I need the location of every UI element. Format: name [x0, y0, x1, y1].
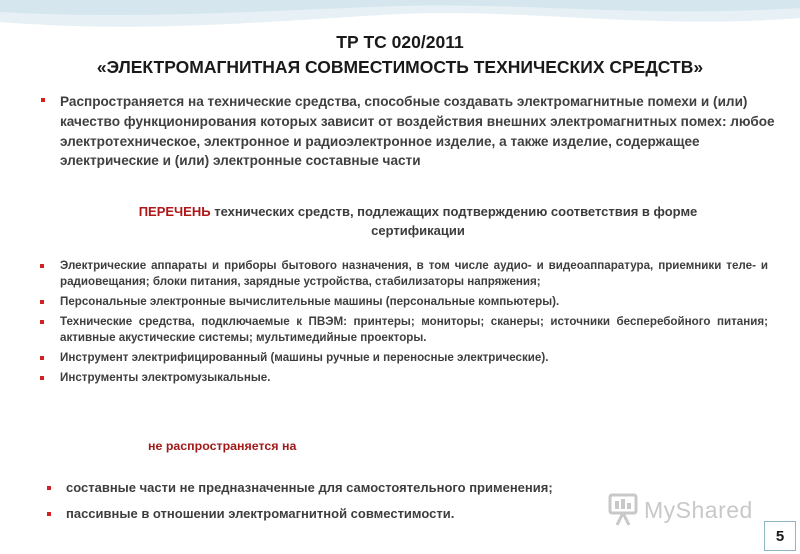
list-item: [40, 350, 768, 366]
list-item-text: Электрические аппараты и приборы бытового назначения, в том числе аудио- и видеоаппаратура, приемники теле- и радиовещания; блоки питания, зарядные устройства, стабилизаторы напряжения;: [60, 259, 768, 288]
list-item: [40, 370, 768, 386]
title-line-2: «ЭЛЕКТРОМАГНИТНАЯ СОВМЕСТИМОСТЬ ТЕХНИЧЕСКИХ СРЕДСТВ»: [96, 57, 704, 77]
title-line-1: ТР ТС 020/2011: [336, 32, 464, 52]
certification-list-heading: [98, 202, 738, 240]
watermark-text: MyShared: [644, 496, 753, 523]
page-number: 5: [764, 521, 796, 551]
list-item-text: Инструмент электрифицированный (машины ручные и переносные электрические).: [60, 351, 549, 364]
exclusions-heading: не распространяется на: [148, 439, 297, 453]
exclusion-item-text: пассивные в отношении электромагнитной совместимости.: [66, 506, 455, 521]
scope-text: Распространяется на технические средства, способные создавать электромагнитные помехи и (или) качество функционирования которых зависит от воздействия внешних электромагнитных помех: любое электротехническое, электронное и радиоэлектронное изделие, а также изделие, содержащее электрические и (или) электронные составные части: [60, 94, 775, 169]
bullet-icon: [40, 264, 44, 268]
bullet-icon: [47, 486, 51, 490]
list-item: [40, 258, 768, 290]
scope-bullet-icon: [41, 98, 45, 102]
exclusion-item: [47, 506, 454, 521]
bullet-icon: [47, 512, 51, 516]
list-item: [40, 294, 768, 310]
list-item-text: Технические средства, подключаемые к ПВЭМ: принтеры; мониторы; сканеры; источники бесперебойного питания; активные акустические системы; мультимедийные проекторы.: [60, 315, 768, 344]
list-item: [40, 314, 768, 346]
list-heading-keyword: ПЕРЕЧЕНЬ: [138, 204, 211, 219]
bullet-icon: [40, 320, 44, 324]
exclusion-item: [47, 480, 553, 495]
exclusion-item-text: составные части не предназначенные для самостоятельного применения;: [66, 480, 553, 495]
bullet-icon: [40, 300, 44, 304]
list-item-text: Инструменты электромузыкальные.: [60, 371, 271, 384]
slide-title: [0, 30, 800, 80]
list-heading-rest: технических средств, подлежащих подтверждению соответствия в форме сертификации: [210, 204, 698, 238]
myshared-watermark: [608, 490, 778, 530]
bullet-icon: [40, 356, 44, 360]
presentation-board-icon: [608, 493, 638, 527]
bullet-icon: [40, 376, 44, 380]
certification-list: [40, 258, 768, 390]
list-item-text: Персональные электронные вычислительные машины (персональные компьютеры).: [60, 295, 560, 308]
